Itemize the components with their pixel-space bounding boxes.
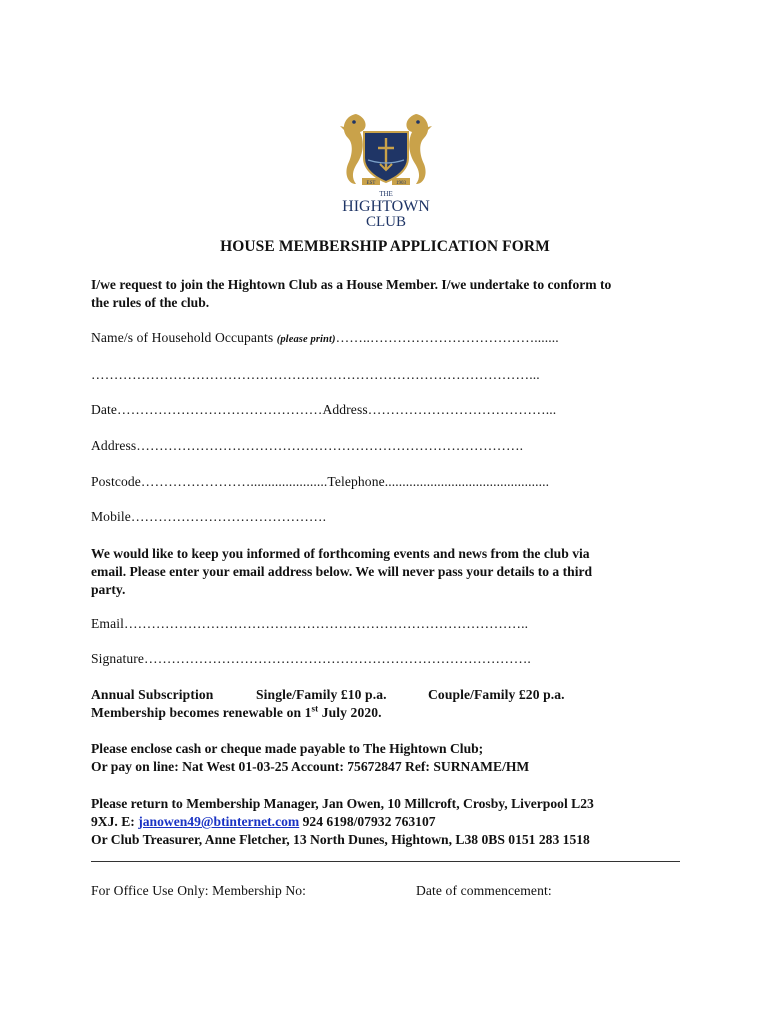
payment-line-1: Please enclose cash or cheque made payable to The Hightown Club; — [91, 741, 484, 756]
payment-line-2: Or pay on line: Nat West 01-03-25 Account: 75672847 Ref: SURNAME/HM — [91, 759, 530, 774]
names-label: Name/s of Household Occupants — [91, 330, 277, 345]
names-dots: ……..………………………………....... — [335, 330, 559, 345]
mobile-field[interactable]: Mobile……………………………………. — [91, 509, 327, 524]
signature-field[interactable]: Signature…………………………………………………………………………. — [91, 651, 531, 666]
date-address-field[interactable]: Date………………………………………Address…………………………………... — [91, 402, 557, 417]
address-field[interactable]: Address…………………………………………………………………………. — [91, 438, 524, 453]
logo-the: THE — [379, 190, 393, 198]
logo-name-1: HIGHTOWN — [342, 198, 430, 215]
seahorse-crest-icon — [334, 104, 438, 230]
intro-paragraph — [91, 276, 691, 312]
names-field[interactable] — [91, 330, 559, 346]
club-logo — [334, 104, 438, 230]
return-line-2-prefix: 9XJ. E: — [91, 814, 139, 829]
subscription-label: Annual Subscription — [91, 687, 214, 702]
commencement-label: Date of commencement: — [416, 883, 552, 898]
email-link[interactable]: janowen49@btinternet.com — [138, 814, 300, 829]
form-title: HOUSE MEMBERSHIP APPLICATION FORM — [220, 238, 550, 255]
subscription-rates — [91, 687, 565, 703]
logo-name-2: CLUB — [365, 214, 407, 230]
single-rate: Single/Family £10 p.a. — [256, 687, 387, 702]
renewal-suffix: July 2020. — [318, 705, 382, 720]
couple-rate: Couple/Family £20 p.a. — [428, 687, 565, 702]
office-use-label: For Office Use Only: Membership No: — [91, 883, 307, 898]
divider — [91, 861, 680, 862]
return-line-1: Please return to Membership Manager, Jan Owen, 10 Millcroft, Crosby, Liverpool L23 — [91, 796, 594, 811]
names-field-line-2[interactable]: ……………………………………………………………………………………... — [91, 367, 540, 382]
return-line-2 — [91, 813, 711, 831]
payment-instructions — [91, 740, 691, 776]
renewal-prefix: Membership becomes renewable on 1 — [91, 705, 312, 720]
logo-year: 1903 — [396, 181, 406, 186]
intro-line-1: I/we request to join the Hightown Club as a House Member. I/we undertake to conform to — [91, 277, 612, 292]
email-notice — [91, 545, 691, 599]
return-line-3: Or Club Treasurer, Anne Fletcher, 13 North Dunes, Hightown, L38 0BS 0151 283 1518 — [91, 832, 590, 847]
names-hint: (please print) — [276, 334, 336, 345]
email-field[interactable]: Email…………………………………………………………………………….. — [91, 616, 529, 631]
email-notice-line-3: party. — [91, 582, 126, 597]
return-instructions — [91, 795, 711, 849]
postcode-telephone-field[interactable]: Postcode……………………......................Telephone............................................... — [91, 474, 550, 489]
logo-est: EST — [366, 181, 376, 186]
email-notice-line-1: We would like to keep you informed of forthcoming events and news from the club via — [91, 546, 590, 561]
return-line-2-suffix: 924 6198/07932 763107 — [299, 814, 436, 829]
email-notice-line-2: email. Please enter your email address below. We will never pass your details to a third — [91, 564, 593, 579]
renewal-sup: st — [311, 703, 319, 714]
renewal-note — [91, 705, 382, 721]
intro-line-2: the rules of the club. — [91, 295, 210, 310]
